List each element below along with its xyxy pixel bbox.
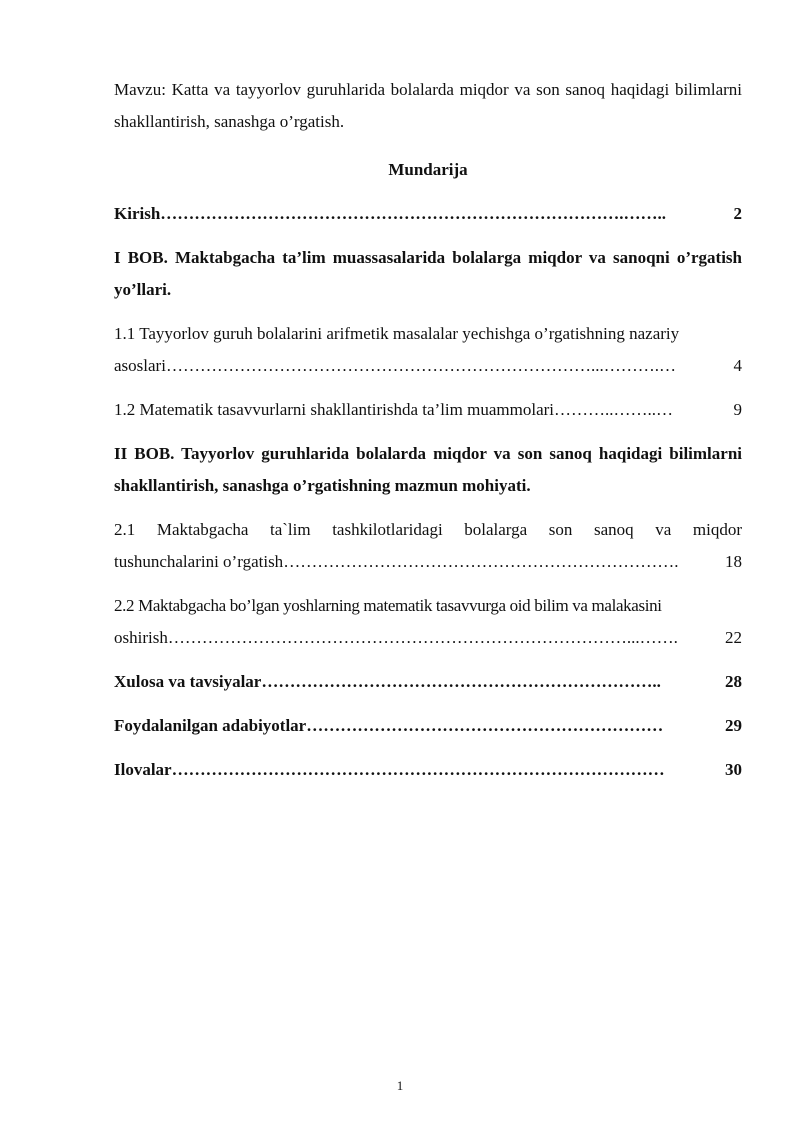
toc-entry-references <box>114 710 742 742</box>
toc-leader-dots: …………………………………………………………………...……….… <box>165 356 676 375</box>
toc-leader-dots: ………………………………………………………………………...……. <box>167 628 678 647</box>
toc-entry-label: tushunchalarini o’rgatish <box>114 552 284 571</box>
toc-entry-1-2 <box>114 394 742 426</box>
toc-entry-conclusion <box>114 666 742 698</box>
page-content <box>114 74 742 798</box>
toc-chapter-2-heading: II BOB. Tayyorlov guruhlarida bolalarda miqdor va son sanoq haqidagi bilimlarni shakllantirish, sanashga o’rgatishning mazmun mohiyati. <box>114 444 742 495</box>
toc-page-number: 29 <box>725 716 742 735</box>
toc-leader-dots: ……………………………………………………………. <box>283 552 679 571</box>
toc-entry-2-2 <box>114 590 742 654</box>
toc-page-number: 9 <box>733 400 742 419</box>
toc-leader-dots: ………..……..… <box>554 400 673 419</box>
toc-entry-label: Ilovalar <box>114 760 172 779</box>
toc-page-number: 4 <box>733 356 742 375</box>
toc-leader-dots: ……………………………………………………………………….…….. <box>160 204 667 223</box>
toc-entry-lead-line <box>114 622 742 654</box>
toc-entry-1-1 <box>114 318 742 382</box>
toc-page-number: 22 <box>725 628 742 647</box>
toc-leader-dots: ……………………………………………………… <box>306 716 664 735</box>
toc-page-number: 18 <box>725 552 742 571</box>
toc-leader-dots: …………………………………………………………………………… <box>171 760 665 779</box>
toc-entry-line: 2.2 Maktabgacha bo’lgan yoshlarning matematik tasavvurga oid bilim va malakasini <box>114 596 662 615</box>
toc-entry-2-1 <box>114 514 742 578</box>
toc-entry-intro <box>114 198 742 230</box>
toc-entry-label: Kirish <box>114 204 161 223</box>
page-number-footer: 1 <box>396 1078 404 1093</box>
toc-entry-line: 1.1 Tayyorlov guruh bolalarini arifmetik masalalar yechishga o’rgatishning nazariy <box>114 324 680 343</box>
toc-entry-line: 2.1 Maktabgacha ta`lim tashkilotlaridagi bolalarga son sanoq va miqdor <box>114 520 742 539</box>
toc-title: Mundarija <box>388 160 468 179</box>
toc-page-number: 2 <box>733 204 742 223</box>
toc-entry-lead-line <box>114 350 742 382</box>
toc-entry-appendix <box>114 754 742 786</box>
toc-entry-label: Foydalanilgan adabiyotlar <box>114 716 307 735</box>
toc-chapter-1-heading: I BOB. Maktabgacha ta’lim muassasalarida bolalarga miqdor va sanoqni o’rgatish yo’llari. <box>114 248 742 299</box>
toc-page-number: 28 <box>725 672 742 691</box>
toc-page-number: 30 <box>725 760 742 779</box>
toc-entry-label: oshirish <box>114 628 168 647</box>
toc-entry-lead-line <box>114 546 742 578</box>
toc-entry-label: 1.2 Matematik tasavvurlarni shakllantirishda ta’lim muammolari <box>114 400 554 419</box>
toc-entry-label: asoslari <box>114 356 166 375</box>
toc-leader-dots: …………………………………………………………….. <box>261 672 661 691</box>
topic-paragraph: Mavzu: Katta va tayyorlov guruhlarida bolalarda miqdor va son sanoq haqidagi bilimlarni shakllantirish, sanashga o’rgatish. <box>114 80 742 131</box>
toc-entry-label: Xulosa va tavsiyalar <box>114 672 262 691</box>
